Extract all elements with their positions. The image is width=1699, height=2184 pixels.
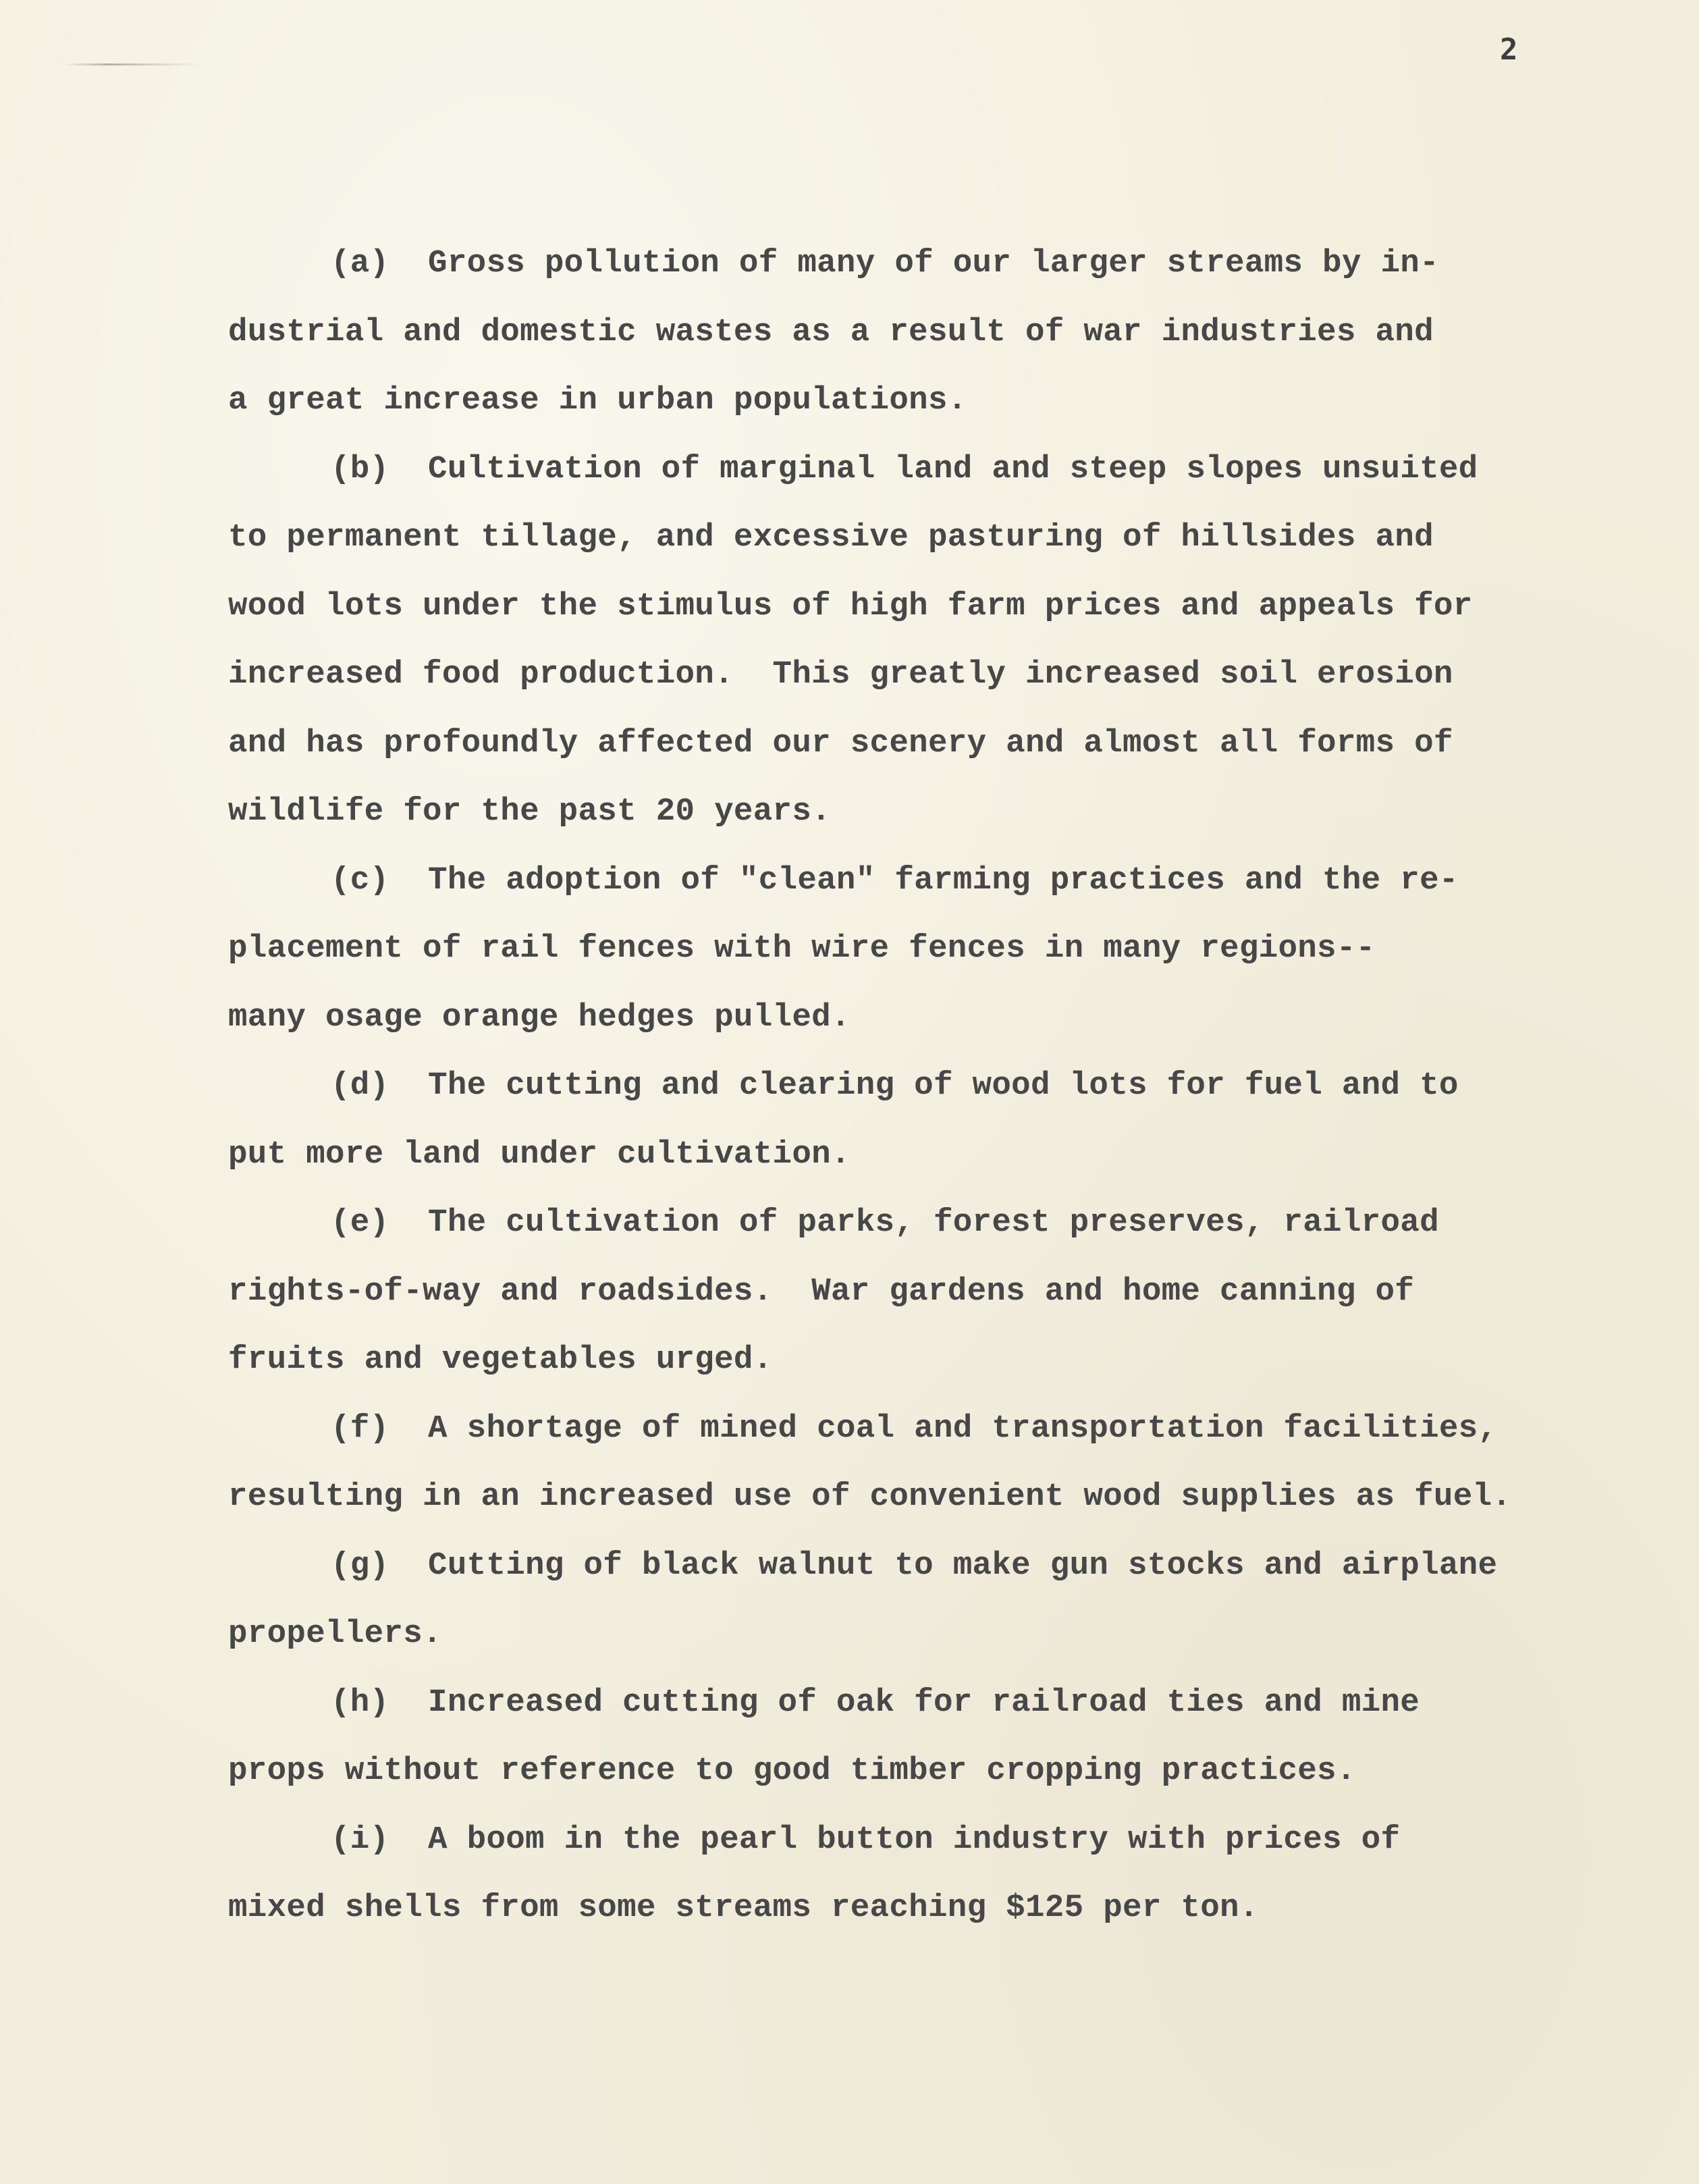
item-text-line: propellers. xyxy=(228,1616,442,1652)
item-text-line: many osage orange hedges pulled. xyxy=(228,998,851,1036)
item-text-line: resulting in an increased use of convenient wood supplies as fuel. xyxy=(228,1479,1512,1515)
item-text-line: wildlife for the past 20 years. xyxy=(228,793,831,830)
list-item-f xyxy=(228,1395,1585,1532)
page-body xyxy=(228,230,1585,1943)
item-first-line xyxy=(228,1669,1585,1738)
item-first-line xyxy=(228,1532,1585,1601)
item-label: (b) xyxy=(331,450,389,487)
item-label: (d) xyxy=(331,1067,389,1104)
item-text-line: rights-of-way and roadsides. War gardens and home canning of xyxy=(228,1273,1415,1310)
item-text-line: props without reference to good timber cropping practices. xyxy=(228,1753,1356,1789)
item-text-line: The cutting and clearing of wood lots for fuel and to xyxy=(428,1067,1459,1104)
item-label: (h) xyxy=(331,1684,389,1721)
item-label: (a) xyxy=(331,245,389,282)
item-label: (f) xyxy=(331,1410,389,1447)
page-number: 2 xyxy=(1500,32,1518,67)
item-first-line xyxy=(228,1395,1585,1464)
item-text-line: a great increase in urban populations. xyxy=(228,382,967,419)
item-first-line xyxy=(228,847,1585,915)
item-text-line: fruits and vegetables urged. xyxy=(228,1341,773,1378)
list-item-i xyxy=(228,1806,1585,1943)
list-item-b xyxy=(228,435,1585,847)
item-text-line: placement of rail fences with wire fences in many regions-- xyxy=(228,930,1376,967)
item-text-line: put more land under cultivation. xyxy=(228,1136,851,1173)
item-text-line: The adoption of "clean" farming practices and the re- xyxy=(428,861,1459,899)
list-item-e xyxy=(228,1189,1585,1395)
item-text-line: Cutting of black walnut to make gun stocks and airplane xyxy=(428,1547,1498,1584)
item-text-line: and has profoundly affected our scenery and almost all forms of xyxy=(228,724,1453,762)
list-item-a xyxy=(228,230,1585,435)
item-first-line xyxy=(228,230,1585,298)
list-item-d xyxy=(228,1052,1585,1189)
item-text-line: mixed shells from some streams reaching $125 per ton. xyxy=(228,1890,1259,1926)
item-text-line: Cultivation of marginal land and steep slopes unsuited xyxy=(428,450,1478,487)
item-text-line: A boom in the pearl button industry with prices of xyxy=(428,1821,1401,1858)
item-label: (i) xyxy=(331,1821,389,1858)
pencil-mark xyxy=(64,63,199,65)
item-text-line: Gross pollution of many of our larger streams by in- xyxy=(428,245,1439,282)
item-label: (e) xyxy=(331,1204,389,1241)
item-text-line: dustrial and domestic wastes as a result of war industries and xyxy=(228,313,1434,350)
item-text-line: increased food production. This greatly increased soil erosion xyxy=(228,656,1453,693)
item-first-line xyxy=(228,1189,1585,1258)
item-text-line: Increased cutting of oak for railroad ties and mine xyxy=(428,1684,1420,1721)
item-label: (c) xyxy=(331,861,389,899)
item-text-line: wood lots under the stimulus of high farm prices and appeals for xyxy=(228,587,1473,624)
item-label: (g) xyxy=(331,1547,389,1584)
item-text-line: to permanent tillage, and excessive pasturing of hillsides and xyxy=(228,519,1434,556)
item-first-line xyxy=(228,435,1585,504)
item-first-line xyxy=(228,1052,1585,1121)
item-text-line: A shortage of mined coal and transportation facilities, xyxy=(428,1410,1498,1447)
item-text-line: The cultivation of parks, forest preserves, railroad xyxy=(428,1204,1439,1241)
list-item-c xyxy=(228,847,1585,1053)
list-item-g xyxy=(228,1532,1585,1669)
list-item-h xyxy=(228,1669,1585,1806)
item-first-line xyxy=(228,1806,1585,1875)
